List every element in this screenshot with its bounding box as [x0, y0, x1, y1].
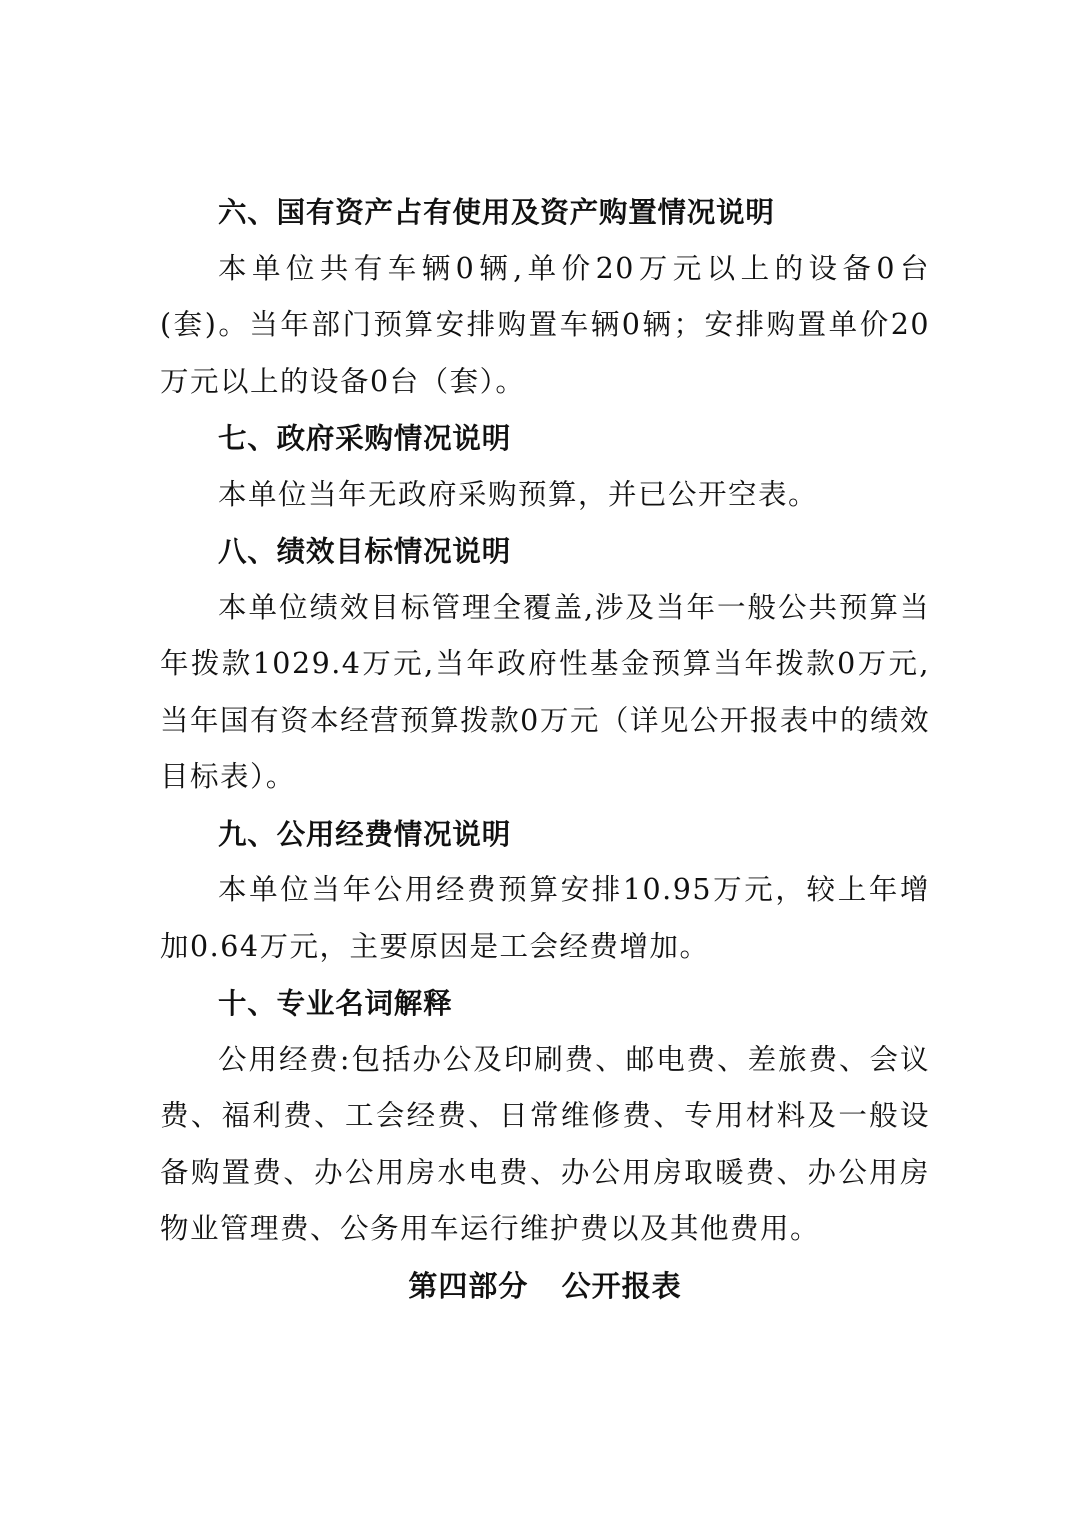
section-heading-procurement: 七、政府采购情况说明 — [218, 421, 512, 455]
section-heading-public-funds: 九、公用经费情况说明 — [218, 816, 512, 851]
section-heading-assets: 六、国有资产占有使用及资产购置情况说明 — [218, 195, 775, 229]
section-paragraph-performance: 本单位绩效目标管理全覆盖,涉及当年一般公共预算当年拨款1029.4万元,当年政府性基金预算当年拨款0万元,当年国有资本经营预算拨款0万元（详见公开报表中的绩效目标表）。 — [160, 590, 930, 793]
section-paragraph-glossary: 公用经费:包括办公及印刷费、邮电费、差旅费、会议费、福利费、工会经费、日常维修费、专用材料及一般设备购置费、办公用房水电费、办公用房取暖费、办公用房物业管理费、公务用车运行维护费以及其他费用。 — [160, 1042, 930, 1245]
section-heading-performance: 八、绩效目标情况说明 — [218, 534, 512, 568]
part-title: 第四部分 公开报表 — [408, 1268, 682, 1303]
section-paragraph-assets: 本单位共有车辆0辆,单价20万元以上的设备0台(套)。当年部门预算安排购置车辆0辆；安排购置单价20万元以上的设备0台（套）。 — [160, 251, 930, 398]
section-paragraph-public-funds: 本单位当年公用经费预算安排10.95万元，较上年增加0.64万元，主要原因是工会经费增加。 — [160, 873, 930, 963]
section-heading-glossary: 十、专业名词解释 — [218, 986, 453, 1020]
document-page — [160, 184, 930, 1314]
section-paragraph-procurement: 本单位当年无政府采购预算，并已公开空表。 — [218, 477, 819, 511]
